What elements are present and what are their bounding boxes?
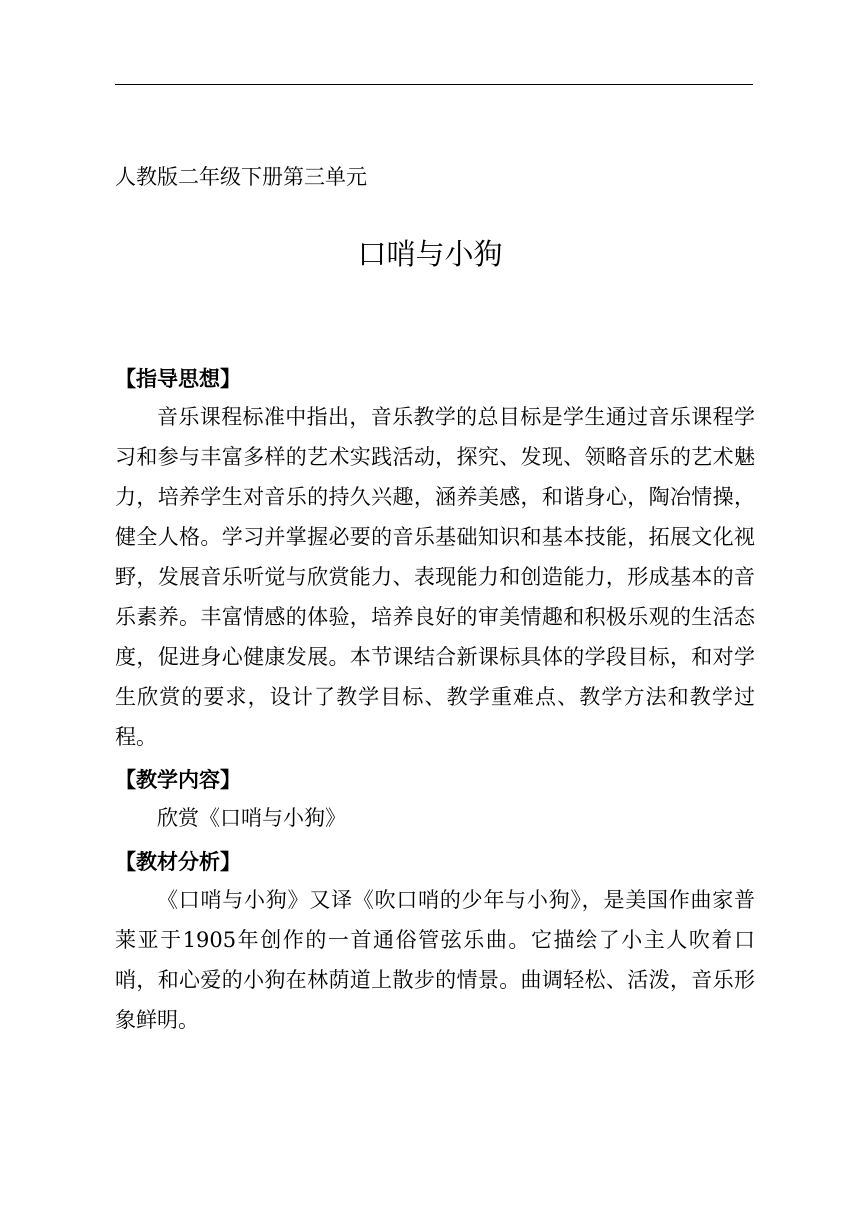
section-heading: 【教材分析】 bbox=[115, 850, 241, 874]
section-teaching-content bbox=[115, 762, 755, 838]
section-heading: 【教学内容】 bbox=[115, 768, 241, 792]
textbook-unit-label: 人教版二年级下册第三单元 bbox=[115, 165, 367, 189]
section-material-analysis bbox=[115, 844, 755, 1040]
lesson-title: 口哨与小狗 bbox=[357, 237, 503, 271]
section-guiding-ideology bbox=[115, 361, 755, 757]
section-paragraph: 欣赏《口哨与小狗》 bbox=[157, 806, 346, 830]
section-heading: 【指导思想】 bbox=[115, 367, 241, 391]
section-paragraph: 音乐课程标准中指出，音乐教学的总目标是学生通过音乐课程学习和参与丰富多样的艺术实践活动，探究、发现、领略音乐的艺术魅力，培养学生对音乐的持久兴趣，涵养美感，和谐身心，陶冶情操，健全人格。学习并掌握必要的音乐基础知识和基本技能，拓展文化视野，发展音乐听觉与欣赏能力、表现能力和创造能力，形成基本的音乐素养。丰富情感的体验，培养良好的审美情趣和积极乐观的生活态度，促进身心健康发展。本节课结合新课标具体的学段目标，和对学生欣赏的要求，设计了教学目标、教学重难点、教学方法和教学过程。 bbox=[115, 405, 755, 749]
header-rule bbox=[115, 84, 753, 85]
section-paragraph: 《口哨与小狗》又译《吹口哨的少年与小狗》，是美国作曲家普莱亚于1905年创作的一首通俗管弦乐曲。它描绘了小主人吹着口哨，和心爱的小狗在林荫道上散步的情景。曲调轻松、活泼，音乐形象鲜明。 bbox=[115, 888, 755, 1032]
